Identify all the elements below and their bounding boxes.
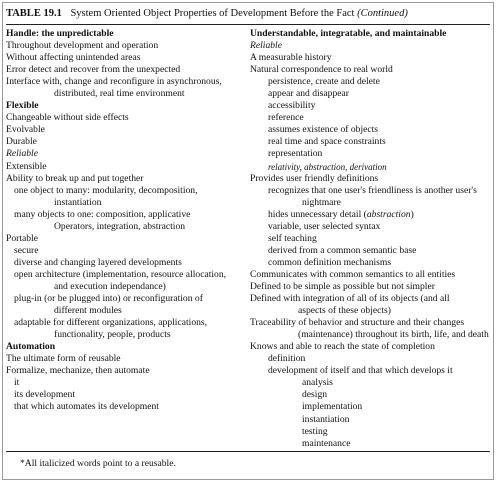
table-line — [250, 209, 490, 221]
line-text: Defined to be simple as possible but not simpler — [250, 280, 435, 292]
table-line — [6, 329, 246, 341]
table-line — [250, 365, 490, 377]
table-line — [250, 76, 490, 88]
table-line — [6, 269, 246, 281]
table-line — [250, 185, 490, 197]
table-title: System Oriented Object Properties of Development Before the Fact — [70, 8, 355, 19]
table-line — [6, 317, 246, 329]
table-line — [250, 88, 490, 100]
line-text: Ability to break up and put together — [6, 172, 144, 184]
line-text: definition — [268, 353, 306, 365]
line-text: (maintenance) throughout its birth, life, and death — [298, 329, 489, 341]
line-text: Evolvable — [6, 124, 45, 136]
line-text: reference — [268, 112, 304, 124]
table-line — [250, 257, 490, 269]
table-footnote: *All italicized words point to a reusable. — [20, 458, 176, 469]
line-text: its development — [14, 389, 76, 401]
table-line — [250, 161, 490, 173]
line-text: diverse and changing layered developments — [14, 256, 182, 268]
line-text: appear and disappear — [268, 88, 349, 100]
table-line — [6, 76, 246, 88]
line-text: it — [14, 377, 20, 389]
line-text: derived from a common semantic base — [268, 244, 417, 256]
section-heading — [250, 28, 490, 40]
line-text: maintenance — [302, 437, 351, 449]
table-line — [6, 64, 246, 76]
table-number: TABLE 19.1 — [6, 8, 62, 19]
line-text: Operators, integration, abstraction — [54, 220, 186, 232]
line-text: Knows and able to reach the state of completion — [250, 341, 435, 353]
line-text: distributed, real time environment — [54, 88, 185, 100]
line-text: Flexible — [6, 100, 39, 112]
section-heading — [6, 28, 246, 40]
line-text: Handle: the unpredictable — [6, 28, 114, 39]
line-text: A measurable history — [250, 52, 332, 64]
table-line — [6, 161, 246, 173]
table-line — [6, 233, 246, 245]
line-text: common definition mechanisms — [268, 256, 392, 268]
table-line — [6, 124, 246, 136]
line-text: Traceability of behavior and structure and their changes — [250, 317, 465, 329]
line-text: Error detect and recover from the unexpected — [6, 64, 181, 76]
table-caption — [6, 8, 490, 19]
table-line — [250, 245, 490, 257]
table-line — [250, 293, 490, 305]
line-text: design — [302, 389, 328, 401]
line-text: Defined with integration of all of its objects (and all — [250, 293, 450, 305]
table-line — [250, 414, 490, 426]
line-text: plug-in (or be plugged into) or reconfiguration of — [14, 293, 203, 305]
table-line — [6, 305, 246, 317]
table-line — [250, 281, 490, 293]
table-bottom-rule — [6, 451, 490, 452]
line-text: aspects of these objects) — [298, 305, 391, 317]
table-line — [6, 173, 246, 185]
line-text-after: ) — [410, 208, 414, 220]
line-text: testing — [302, 425, 328, 437]
line-text: Changeable without side effects — [6, 112, 129, 124]
table-line — [250, 401, 490, 413]
line-text: functionality, people, products — [54, 329, 171, 341]
table-line — [250, 329, 490, 341]
line-text: real time and space constraints — [268, 136, 386, 148]
table-line — [6, 112, 246, 124]
line-text: Provides user friendly definitions — [250, 172, 379, 184]
line-text: development of itself and that which develops it — [268, 365, 453, 377]
table-line — [250, 221, 490, 233]
table-line — [250, 173, 490, 185]
line-text: Reliable — [250, 40, 282, 52]
table-line — [250, 426, 490, 438]
line-text: variable, user selected syntax — [268, 220, 381, 232]
table-line — [250, 305, 490, 317]
line-text: many objects to one: composition, applicative — [14, 208, 191, 220]
table-line — [250, 438, 490, 450]
table-line — [6, 221, 246, 233]
line-text: representation — [268, 148, 323, 160]
line-text: The ultimate form of reusable — [6, 353, 121, 365]
table-line — [250, 52, 490, 64]
line-text: instantiation — [54, 196, 102, 208]
table-line — [250, 317, 490, 329]
line-text: Automation — [6, 341, 56, 353]
line-text: Portable — [6, 232, 38, 244]
table-line — [6, 377, 246, 389]
table-line — [250, 353, 490, 365]
line-text: and execution independance) — [54, 280, 166, 292]
table-line — [250, 148, 490, 160]
line-text: Communicates with common semantics to all entities — [250, 268, 456, 280]
line-text: Natural correspondence to real world — [250, 64, 393, 76]
table-line — [6, 197, 246, 209]
line-text: Extensible — [6, 160, 47, 172]
table-line — [250, 136, 490, 148]
line-text: persistence, create and delete — [268, 76, 380, 88]
table-top-rule — [6, 24, 490, 25]
table-line — [250, 100, 490, 112]
table-line — [250, 341, 490, 353]
table-right-column — [250, 28, 490, 450]
line-text: open architecture (implementation, resource allocation, — [14, 268, 227, 280]
table-line — [250, 124, 490, 136]
table-line — [6, 209, 246, 221]
line-text: assumes existence of objects — [268, 124, 379, 136]
section-heading — [6, 341, 246, 353]
table-line — [6, 52, 246, 64]
table-line — [250, 377, 490, 389]
line-text: recognizes that one user's friendliness is another user's — [268, 184, 477, 196]
table-left-column — [6, 28, 246, 414]
table-line — [6, 257, 246, 269]
line-text: nightmare — [302, 196, 341, 208]
table-line — [6, 245, 246, 257]
line-text: implementation — [302, 401, 363, 413]
table-line — [6, 389, 246, 401]
line-text: accessibility — [268, 100, 316, 112]
line-text: different modules — [54, 305, 122, 317]
table-line — [250, 389, 490, 401]
line-text: Without affecting unintended areas — [6, 52, 141, 64]
table-line — [6, 281, 246, 293]
line-text: Throughout development and operation — [6, 40, 159, 52]
italic-term: abstraction — [366, 208, 411, 220]
line-text: Interface with, change and reconfigure in asynchronous, — [6, 76, 222, 88]
table-line — [250, 64, 490, 76]
line-text: self teaching — [268, 232, 317, 244]
line-text: Reliable — [6, 148, 38, 160]
line-text: Formalize, mechanize, then automate — [6, 365, 150, 377]
table-line — [6, 88, 246, 100]
line-text: secure — [14, 244, 39, 256]
table-line — [6, 365, 246, 377]
table-line — [6, 40, 246, 52]
line-text: hides unnecessary detail ( — [268, 208, 367, 220]
table-line — [6, 185, 246, 197]
table-line — [6, 353, 246, 365]
table-line — [250, 269, 490, 281]
line-text: instantiation — [302, 413, 350, 425]
line-text: Understandable, integratable, and maintainable — [250, 28, 447, 39]
table-continued: (Continued) — [357, 8, 408, 19]
line-text: analysis — [302, 377, 333, 389]
table-line — [6, 136, 246, 148]
line-text: relativity, abstraction, derivation — [268, 161, 387, 172]
table-line — [250, 40, 490, 52]
table-line — [6, 148, 246, 160]
line-text: that which automates its development — [14, 401, 159, 413]
line-text: Durable — [6, 136, 37, 148]
table-line — [250, 112, 490, 124]
table-line — [6, 401, 246, 413]
line-text: one object to many: modularity, decomposition, — [14, 184, 198, 196]
table-line — [6, 293, 246, 305]
table-line — [250, 233, 490, 245]
section-heading — [6, 100, 246, 112]
table-line — [250, 197, 490, 209]
line-text: adaptable for different organizations, applications, — [14, 317, 208, 329]
